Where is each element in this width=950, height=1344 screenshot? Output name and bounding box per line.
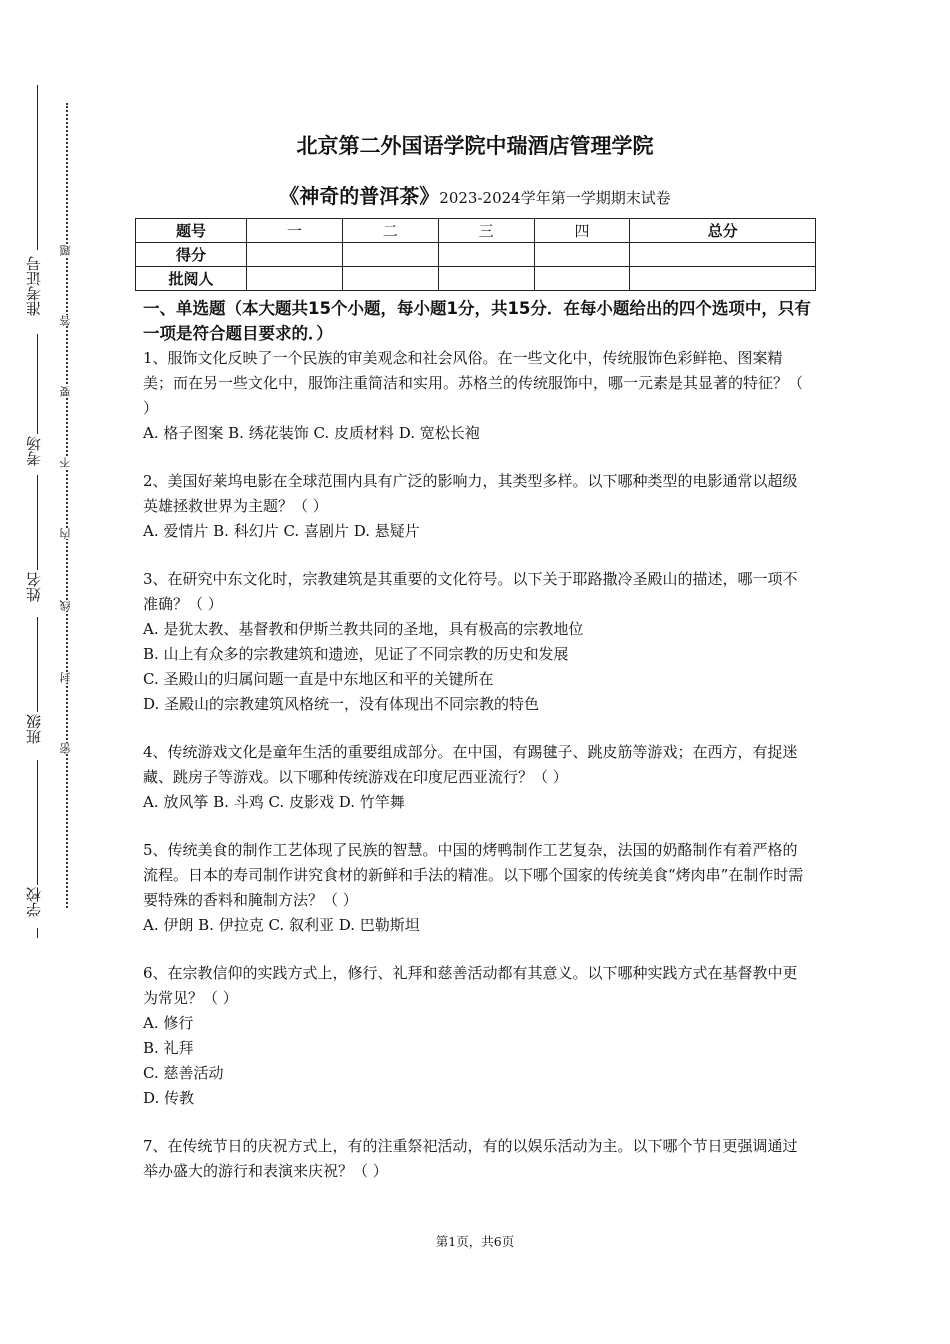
question-stem: 7、在传统节日的庆祝方式上，有的注重祭祀活动，有的以娱乐活动为主。以下哪个节日更强调通过举办盛大的游行和表演来庆祝？（ ） xyxy=(143,1137,798,1180)
question-stem: 2、美国好莱坞电影在全球范围内具有广泛的影响力，其类型多样。以下哪种类型的电影通常以超级英雄拯救世界为主题？（ ） xyxy=(143,472,798,515)
question-options: A. 爱情片 B. 科幻片 C. 喜剧片 D. 悬疑片 xyxy=(143,522,420,540)
seal-char: 题 xyxy=(59,245,72,256)
question-7 xyxy=(143,1134,811,1184)
section-heading: 一、单选题（本大题共15个小题，每小题1分，共15分．在每小题给出的四个选项中，只有一项是符合题目要求的．） xyxy=(143,299,811,343)
option-b: B. 礼拜 xyxy=(143,1039,194,1057)
name-label: 姓名 xyxy=(25,572,43,602)
page-footer: 第1页，共6页 xyxy=(435,1234,515,1249)
option-a: A. 修行 xyxy=(143,1014,194,1032)
seal-char: 封 xyxy=(59,672,72,683)
seal-char: 密 xyxy=(59,743,72,754)
seal-char: 答 xyxy=(59,315,72,326)
seal-dotted-line xyxy=(66,103,68,908)
grader-cell xyxy=(534,267,630,291)
question-5 xyxy=(143,838,811,938)
score-header-cell: 总分 xyxy=(630,219,816,243)
option-d: D. 圣殿山的宗教建筑风格统一，没有体现出不同宗教的特色 xyxy=(143,695,540,713)
seal-char: 不 xyxy=(59,457,72,468)
exam-title: 北京第二外国语学院中瑞酒店管理学院 xyxy=(296,134,654,158)
question-4 xyxy=(143,740,811,815)
grader-cell xyxy=(438,267,534,291)
binding-line xyxy=(37,760,38,885)
binding-line xyxy=(37,928,38,938)
question-stem: 1、服饰文化反映了一个民族的审美观念和社会风俗。在一些文化中，传统服饰色彩鲜艳、图案精美；而在另一些文化中，服饰注重简洁和实用。苏格兰的传统服饰中，哪一元素是其显著的特征？（ ） xyxy=(143,349,804,417)
binding-line xyxy=(37,475,38,570)
option-b: B. 山上有众多的宗教建筑和遗迹，见证了不同宗教的历史和发展 xyxy=(143,645,569,663)
question-stem: 4、传统游戏文化是童年生活的重要组成部分。在中国，有踢毽子、跳皮筋等游戏；在西方，有捉迷藏、跳房子等游戏。以下哪种传统游戏在印度尼西亚流行？（ ） xyxy=(143,743,798,786)
score-row-label: 得分 xyxy=(136,243,247,267)
question-2 xyxy=(143,469,811,544)
question-6 xyxy=(143,961,811,1111)
question-options: A. 伊朗 B. 伊拉克 C. 叙利亚 D. 巴勒斯坦 xyxy=(143,916,420,934)
option-a: A. 是犹太教、基督教和伊斯兰教共同的圣地，具有极高的宗教地位 xyxy=(143,620,584,638)
grader-cell xyxy=(342,267,438,291)
score-table-header-row xyxy=(136,219,816,243)
score-cell xyxy=(247,243,343,267)
grader-row xyxy=(136,267,816,291)
option-c: C. 慈善活动 xyxy=(143,1064,224,1082)
question-stem: 5、传统美食的制作工艺体现了民族的智慧。中国的烤鸭制作工艺复杂，法国的奶酪制作有着严格的流程。日本的寿司制作讲究食材的新鲜和手法的精准。以下哪个国家的传统美食“烤肉串”在制作时需要特殊的香料和腌制方法？（ ） xyxy=(143,841,804,909)
question-options: A. 格子图案 B. 绣花装饰 C. 皮质材料 D. 宽松长袍 xyxy=(143,424,480,442)
seal-char: 内 xyxy=(59,528,72,539)
option-c: C. 圣殿山的归属问题一直是中东地区和平的关键所在 xyxy=(143,670,494,688)
school-label: 学校 xyxy=(25,887,43,917)
exam-subtitle xyxy=(0,180,950,209)
binding-line xyxy=(37,85,38,250)
exam-content xyxy=(143,296,811,1184)
question-3 xyxy=(143,567,811,717)
score-header-cell: 三 xyxy=(438,219,534,243)
seal-char: 线 xyxy=(59,600,72,611)
score-row xyxy=(136,243,816,267)
score-cell xyxy=(534,243,630,267)
binding-line xyxy=(37,617,38,712)
grader-row-label: 批阅人 xyxy=(136,267,247,291)
course-name: 《神奇的普洱茶》 xyxy=(279,184,440,208)
term-text: 2023-2024学年第一学期期末试卷 xyxy=(439,189,671,207)
score-cell xyxy=(630,243,816,267)
grader-cell xyxy=(630,267,816,291)
binding-line xyxy=(37,334,38,434)
seal-char: 要 xyxy=(59,386,72,397)
score-header-cell: 题号 xyxy=(136,219,247,243)
score-header-cell: 二 xyxy=(342,219,438,243)
exam-room-label: 考场 xyxy=(25,436,43,466)
score-header-cell: 一 xyxy=(247,219,343,243)
score-header-cell: 四 xyxy=(534,219,630,243)
score-table xyxy=(135,218,816,291)
question-options: A. 放风筝 B. 斗鸡 C. 皮影戏 D. 竹竿舞 xyxy=(143,793,405,811)
question-stem: 3、在研究中东文化时，宗教建筑是其重要的文化符号。以下关于耶路撒冷圣殿山的描述，哪一项不准确？（ ） xyxy=(143,570,798,613)
question-1 xyxy=(143,346,811,446)
class-label: 班级 xyxy=(25,714,43,744)
question-stem: 6、在宗教信仰的实践方式上，修行、礼拜和慈善活动都有其意义。以下哪种实践方式在基督教中更为常见？（ ） xyxy=(143,964,798,1007)
exam-id-label: 准考证号 xyxy=(25,256,43,316)
score-cell xyxy=(342,243,438,267)
grader-cell xyxy=(247,267,343,291)
score-cell xyxy=(438,243,534,267)
option-d: D. 传教 xyxy=(143,1089,195,1107)
